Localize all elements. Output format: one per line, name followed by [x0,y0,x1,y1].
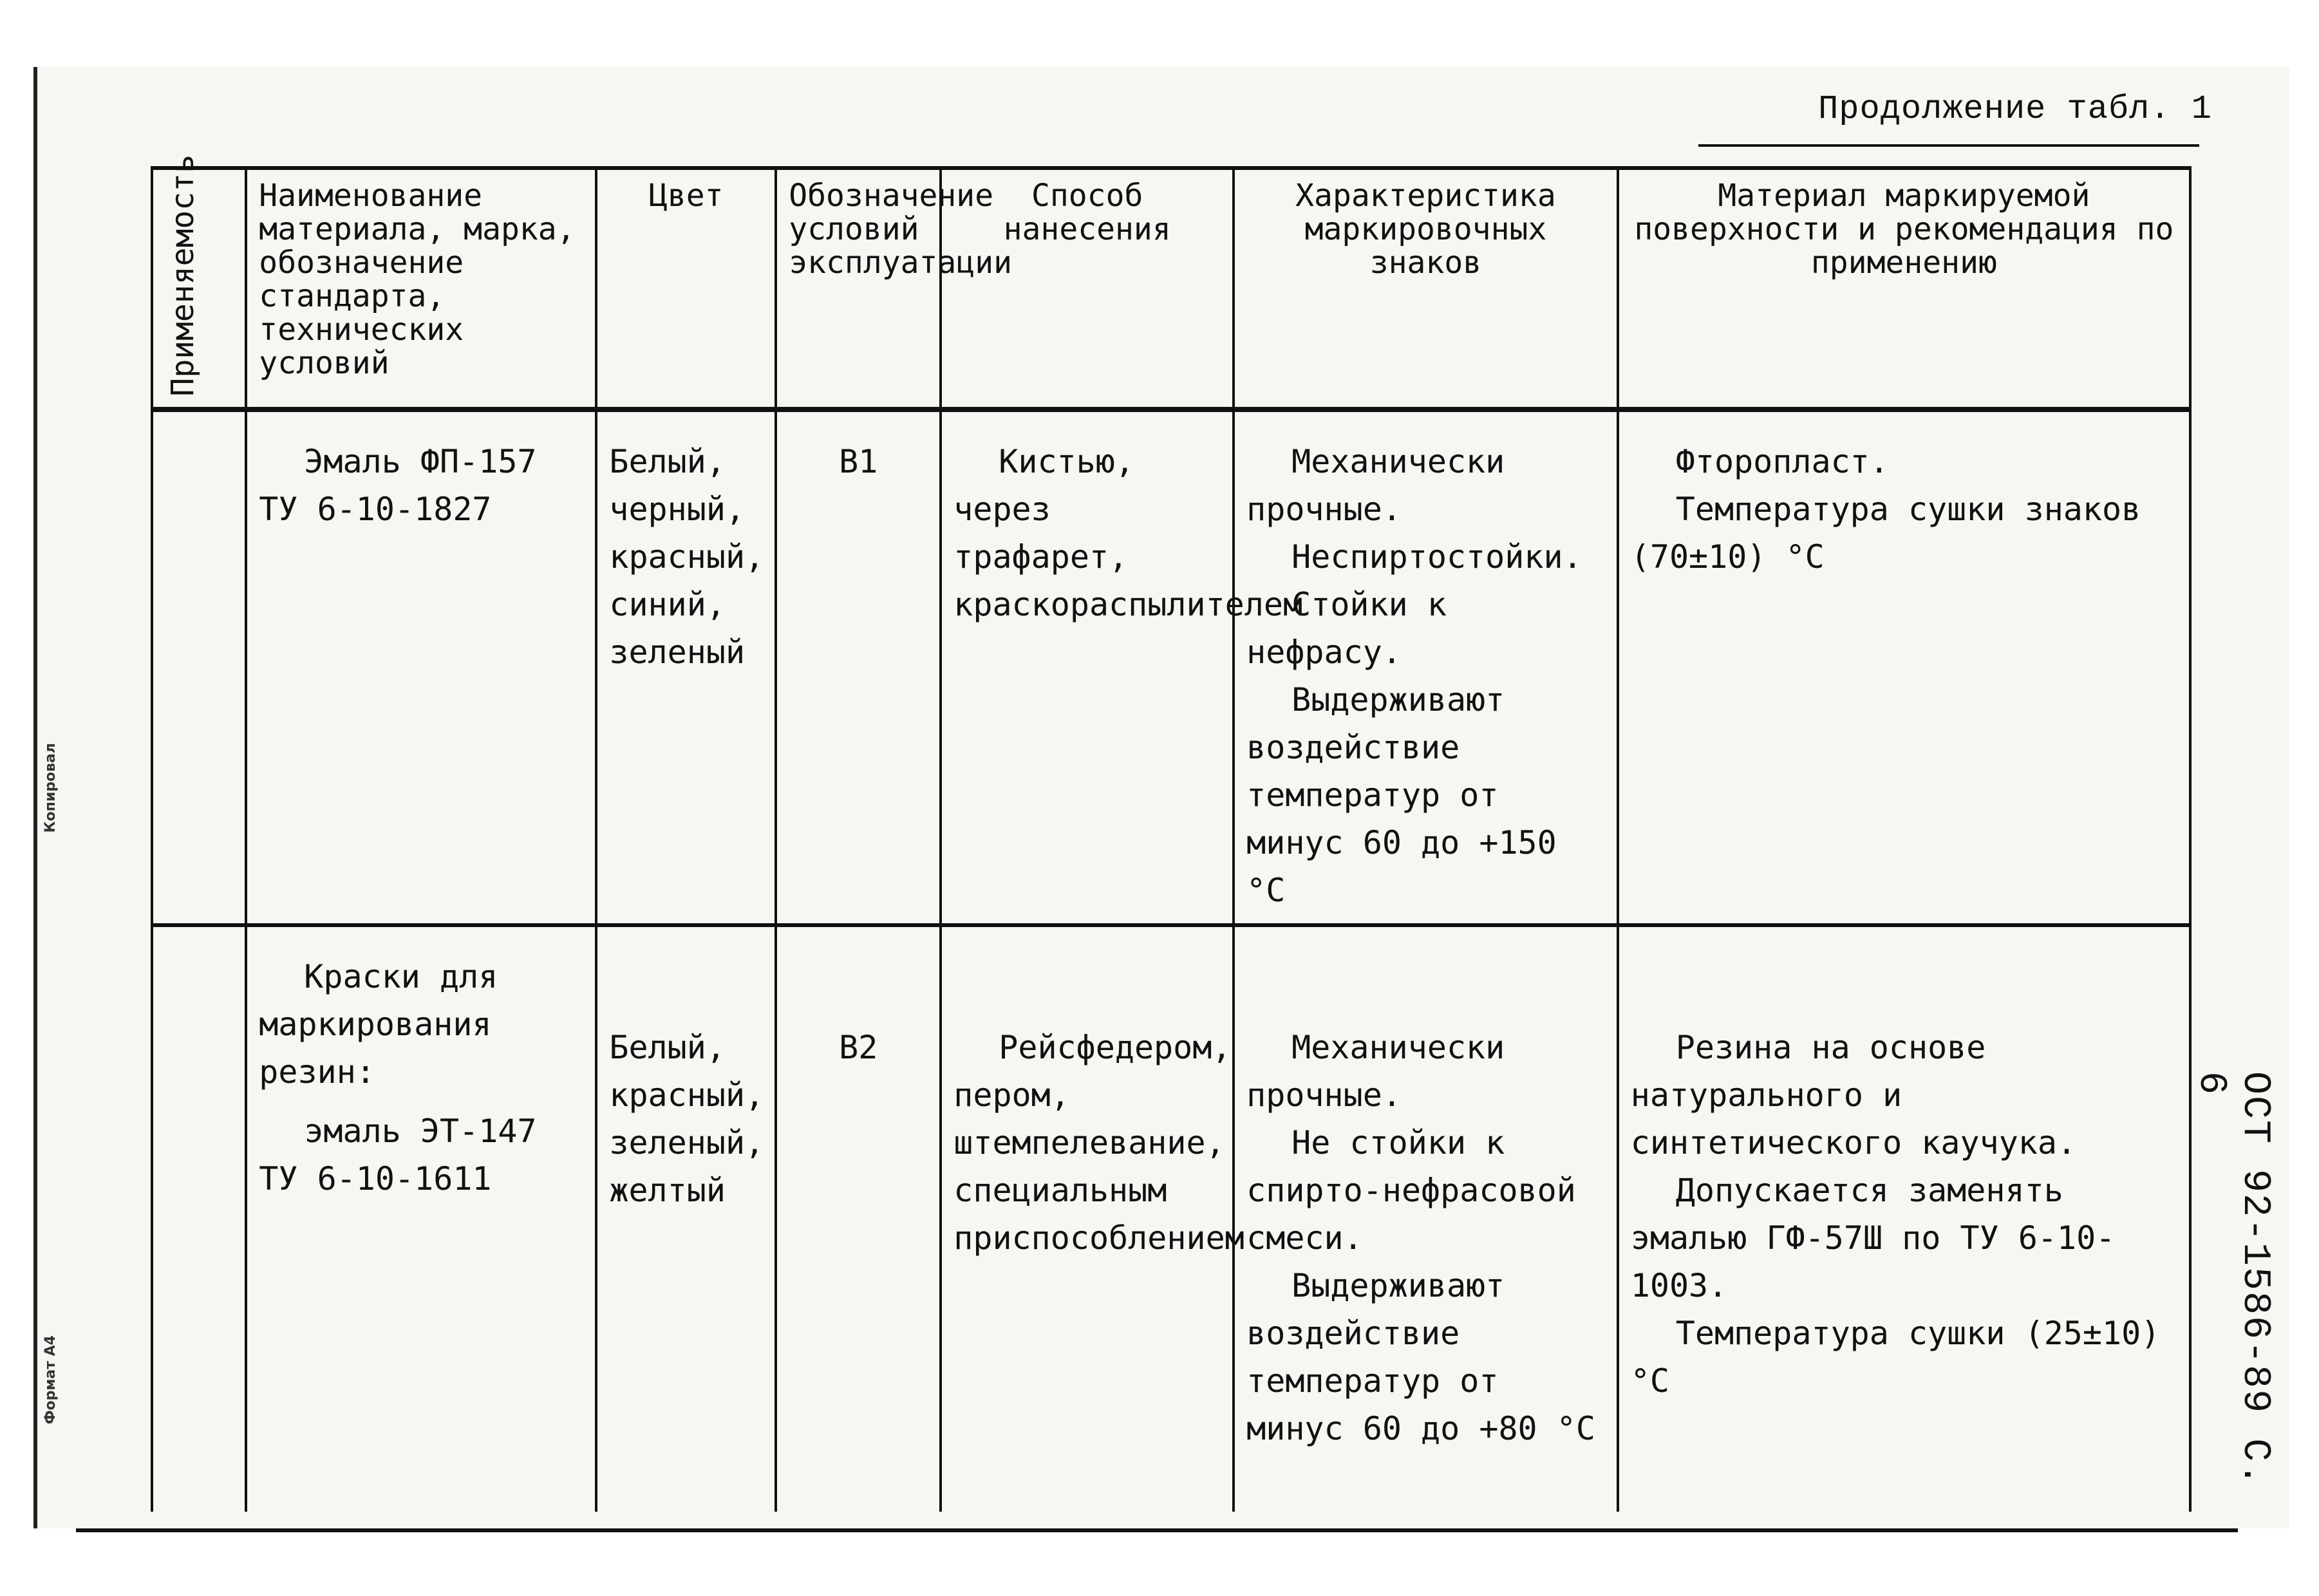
cell-material [246,925,596,1512]
cell-surface [1618,409,2190,925]
cell-method [941,925,1244,1512]
cell-color [596,925,776,1512]
column-header-applicability: Применяемость [152,168,246,409]
bottom-frame-line [76,1528,2238,1532]
cell-applicability [152,409,246,925]
column-header-method: Способ нанесения [941,168,1234,409]
cell-conditions: В1 [776,409,941,925]
specification-table [151,155,2192,1512]
material-spec: ТУ 6-10-1827 [259,491,492,528]
characteristic-line: Неспиртостойки. [1291,538,1582,576]
column-header-material: Наименование материала, марка, обозначение стандарта, технических условий [246,168,596,409]
surface-line: Допускается заменять эмалью ГФ-57Ш по ТУ 6-10-1003. [1630,1172,2116,1304]
table-row [152,925,2190,1512]
cell-material [246,409,596,925]
color-value: Белый, красный, зеленый, желтый [609,1029,765,1209]
table-row [152,409,2190,925]
cell-applicability [152,925,246,1512]
material-spec: ТУ 6-10-1611 [259,1160,492,1197]
header-underline [1698,144,2199,147]
column-header-color: Цвет [596,168,776,409]
material-name: Эмаль ФП-157 [304,443,537,480]
surface-line: Фторопласт. [1675,443,1889,480]
table-header-row [152,168,2190,409]
characteristic-line: Механически прочные. [1246,443,1505,528]
surface-line: Резина на основе натурального и синтетического каучука. [1630,1029,2077,1161]
surface-line: Температура сушки (25±10) °С [1630,1315,2161,1400]
characteristic-line: Не стойки к спирто-нефрасовой смеси. [1246,1124,1576,1257]
material-name: эмаль ЭТ-147 [304,1113,537,1150]
cell-color: Белый, черный, красный, синий, зеленый [596,409,776,925]
characteristic-line: Выдерживают воздействие температур от минус 60 до +150 °С [1246,681,1557,909]
cell-characteristics [1234,925,1618,1512]
conditions-value: В2 [839,1029,878,1066]
document-page [33,67,2289,1528]
characteristic-line: Выдерживают воздействие температур от минус 60 до +80 °С [1246,1267,1595,1447]
cell-conditions [776,925,941,1512]
column-header-conditions: Обозначение условий эксплуатации [776,168,941,409]
cell-surface [1618,925,2190,1512]
method-value: Рейсфедером, пером, штемпелевание, специальным приспособлением [953,1029,1244,1257]
side-label-copied: Копировал [42,743,59,833]
characteristic-line: Механически прочные. [1246,1029,1505,1114]
continuation-label: Продолжение табл. 1 [1818,90,2212,128]
column-header-characteristics: Характеристика маркировочных знаков [1234,168,1618,409]
column-header-surface: Материал маркируемой поверхности и рекомендация по применению [1618,168,2190,409]
characteristic-line: Стойки к нефрасу. [1246,586,1447,671]
cell-characteristics [1234,409,1618,925]
side-label-format: Формат А4 [42,1335,59,1425]
cell-method: Кистью, через трафарет, краскораспылителем [941,409,1234,925]
material-group-title: Краски для маркирования резин: [259,958,498,1091]
surface-line: Температура сушки знаков (70±10) °С [1630,491,2141,576]
document-code: ОСТ 92-1586-89 С. 6 [2189,1071,2277,1488]
